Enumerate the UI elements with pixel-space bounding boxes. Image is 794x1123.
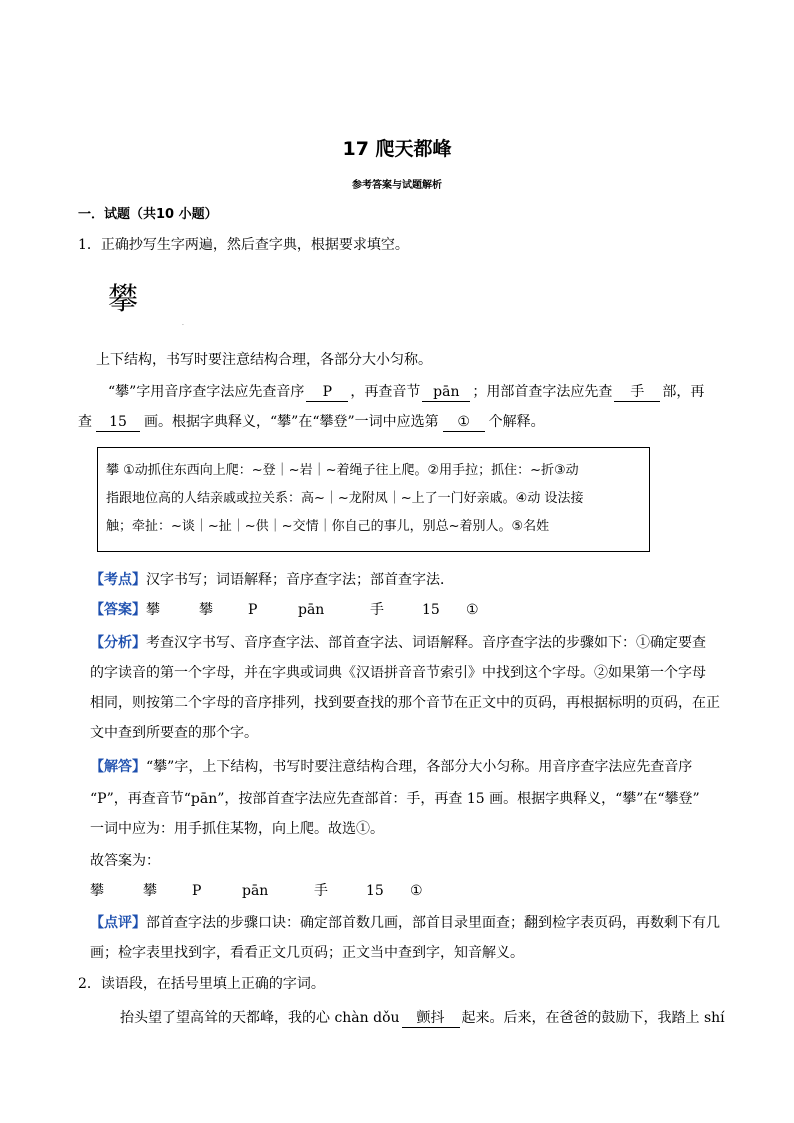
kaodian-row <box>90 570 454 590</box>
analysis-line: 相同，则按第二个字母的音序排列，找到要查找的那个音节在正文中的页码，再根据标明的页码，在正 <box>90 695 720 711</box>
kaodian-label: 【考点】 <box>90 572 146 588</box>
solution-line: “P”，再查音节“pān”，按部首查字法应先查部首：手，再查 15 画。根据字典释义，“攀”在“攀登” <box>90 791 700 807</box>
question-1-stem: 1．正确抄写生字两遍，然后查字典，根据要求填空。 <box>78 237 409 253</box>
solution-line: 【解答】“攀”字，上下结构，书写时要注意结构合理，各部分大小匀称。用音序查字法应先查音序 <box>90 759 693 775</box>
blank-word: 颤抖 <box>402 1009 460 1028</box>
final-answer-row: 攀 攀 P pān 手 15 ① <box>90 883 423 899</box>
answer-label: 【答案】 <box>90 602 146 618</box>
answer-row: 【答案】攀 攀 P pān 手 15 ① <box>90 602 479 618</box>
blank-letter: P <box>306 383 348 402</box>
blank-syllable: pān <box>422 383 470 402</box>
section-heading: 一．试题（共10 小题） <box>78 207 218 222</box>
dictionary-definition-box <box>97 447 650 552</box>
page-title: 17 爬天都峰 <box>342 138 452 160</box>
comment-label: 【点评】 <box>90 915 146 931</box>
blank-meaning: ① <box>443 413 485 432</box>
comment-line: 画；检字表里找到字，看看正文几页码；正文当中查到字，知音解义。 <box>90 945 524 961</box>
solution-label: 【解答】 <box>90 759 146 775</box>
blank-radical: 手 <box>614 383 660 402</box>
question-2-text: 抬头望了望高耸的天都峰，我的心 chàn dǒu 颤抖 起来。后来，在爸爸的鼓励下，我踏上 shí <box>120 1010 725 1026</box>
definition-line: 触；牵扯：~谈｜~扯｜~供｜~交情｜你自己的事儿，别总~着别人。⑤名姓 <box>106 519 550 534</box>
analysis-line: 文中查到所要查的那个字。 <box>90 725 258 741</box>
analysis-line: 的字读音的第一个字母，并在字典或词典《汉语拼音音节索引》中找到这个字母。②如果第一个字母 <box>90 665 706 681</box>
fill-line-2: 查 15 画。根据字典释义，“攀”在“攀登”一词中应选第 ① 个解释。 <box>78 414 545 430</box>
blank-strokes: 15 <box>96 413 140 432</box>
definition-line: 指跟地位高的人结亲戚或拉关系：高~｜~龙附凤｜~上了一门好亲戚。④动 设法接 <box>106 491 584 506</box>
comment-line: 【点评】部首查字法的步骤口诀：确定部首数几画，部首目录里面查；翻到检字表页码，再数剩下有几 <box>90 915 720 931</box>
page-subtitle: 参考答案与试题解析 <box>352 180 442 191</box>
practice-character: 攀 <box>108 282 138 317</box>
analysis-line: 【分析】考查汉字书写、音序查字法、部首查字法、词语解释。音序查字法的步骤如下：①确定要查 <box>90 635 706 651</box>
kaodian-text: 汉字书写；词语解释；音序查字法；部首查字法． <box>146 572 454 588</box>
definition-line: 攀 ①动抓住东西向上爬：~登｜~岩｜~着绳子往上爬。②用手拉；抓住：~折③动 <box>106 463 579 478</box>
fill-line-1: “攀”字用音序查字法应先查音序 P ，再查音节 pān ；用部首查字法应先查 手 部，再 <box>108 384 705 400</box>
question-2-stem: 2．读语段，在括号里填上正确的字词。 <box>78 976 325 992</box>
dot-mark: · <box>182 322 184 329</box>
analysis-label: 【分析】 <box>90 635 146 651</box>
structure-note: 上下结构，书写时要注意结构合理，各部分大小匀称。 <box>96 352 432 368</box>
final-answer-label: 故答案为： <box>90 853 160 869</box>
solution-line: 一词中应为：用手抓住某物，向上爬。故选①。 <box>90 821 384 837</box>
